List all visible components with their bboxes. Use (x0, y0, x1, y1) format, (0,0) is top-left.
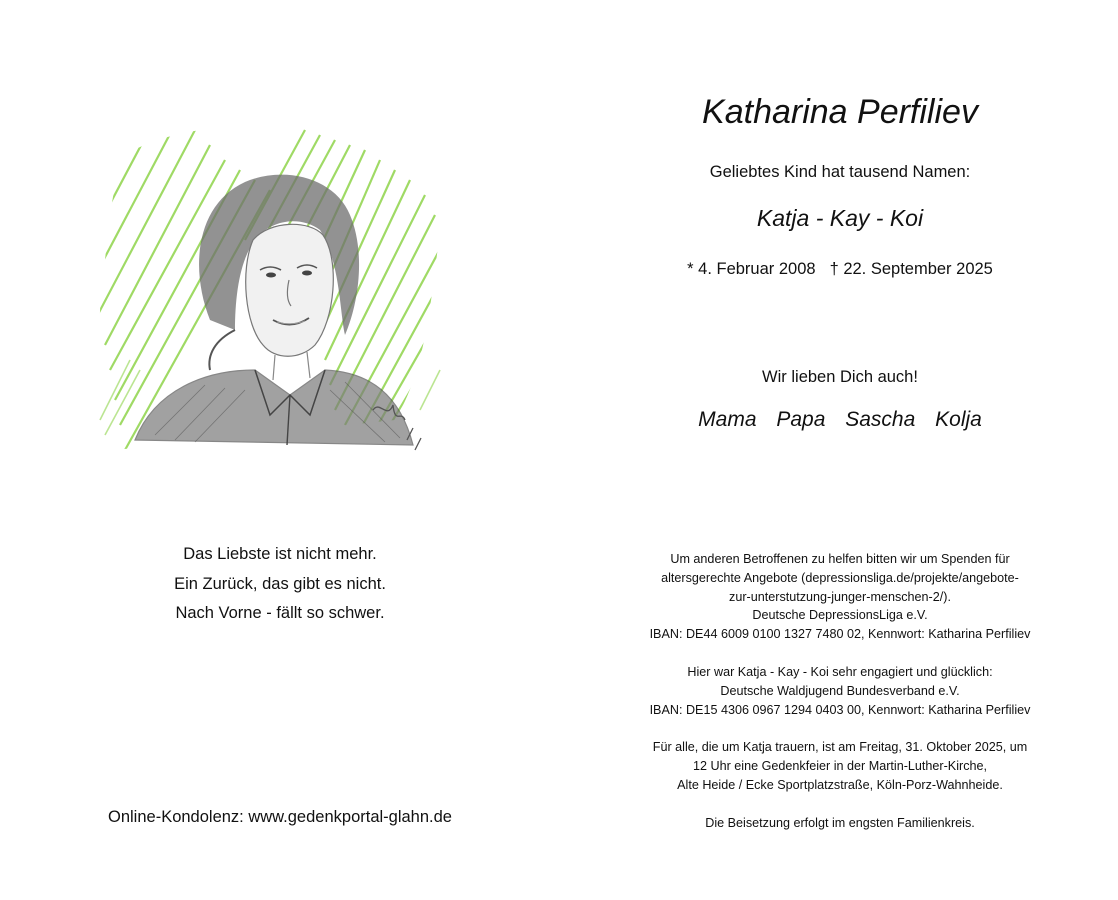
donation-notice-depressionsliga (560, 550, 1118, 644)
birth-date: * 4. Februar 2008 (687, 260, 816, 278)
notice-line: Deutsche Waldjugend Bundesverband e.V. (720, 683, 960, 698)
deceased-name: Katharina Perfiliev (702, 93, 978, 131)
family-member: Mama (698, 408, 757, 431)
poem (95, 540, 465, 629)
notice-line: zur-unterstutzung-junger-menschen-2/). (729, 589, 951, 604)
family-member: Papa (776, 408, 826, 431)
notice-line: Deutsche DepressionsLiga e.V. (752, 608, 928, 623)
poem-line: Ein Zurück, das gibt es nicht. (174, 574, 386, 593)
face (246, 224, 334, 356)
notice-line: Für alle, die um Katja trauern, ist am Freitag, 31. Oktober 2025, um (652, 740, 1028, 754)
love-message: Wir lieben Dich auch! (762, 368, 918, 386)
poem-line: Nach Vorne - fällt so schwer. (175, 604, 385, 622)
notice-line: IBAN: DE15 4306 0967 1294 0403 00, Kennwort: Katharina Perfiliev (649, 702, 1031, 717)
family-names (560, 408, 1118, 432)
subtitle: Geliebtes Kind hat tausend Namen: (709, 163, 971, 181)
notice-line: Hier war Katja - Kay - Koi sehr engagiert und glücklich: (687, 665, 993, 679)
burial-notice: Die Beisetzung erfolgt im engsten Familienkreis. (705, 816, 975, 830)
notice-line: Um anderen Betroffenen zu helfen bitten wir um Spenden für (670, 552, 1010, 566)
memorial-service-notice (560, 738, 1118, 794)
notice-line: Alte Heide / Ecke Sportplatzstraße, Köln-Porz-Wahnheide. (677, 777, 1003, 792)
family-member: Kolja (935, 408, 982, 431)
portrait-sketch (95, 120, 445, 475)
nicknames: Katja - Kay - Koi (756, 205, 924, 231)
notice-line: 12 Uhr eine Gedenkfeier in der Martin-Luther-Kirche, (693, 758, 987, 773)
life-dates (560, 260, 1118, 279)
jacket (135, 370, 413, 445)
donation-notice-waldjugend (560, 663, 1118, 719)
notice-line: IBAN: DE44 6009 0100 1327 7480 02, Kennwort: Katharina Perfiliev (649, 627, 1031, 642)
poem-line: Das Liebste ist nicht mehr. (183, 545, 377, 563)
notice-line: altersgerechte Angebote (depressionsliga.de/projekte/angebote- (661, 570, 1019, 585)
online-condolence: Online-Kondolenz: www.gedenkportal-glahn.de (108, 808, 452, 826)
family-member: Sascha (845, 408, 916, 431)
death-date: † 22. September 2025 (829, 260, 993, 278)
